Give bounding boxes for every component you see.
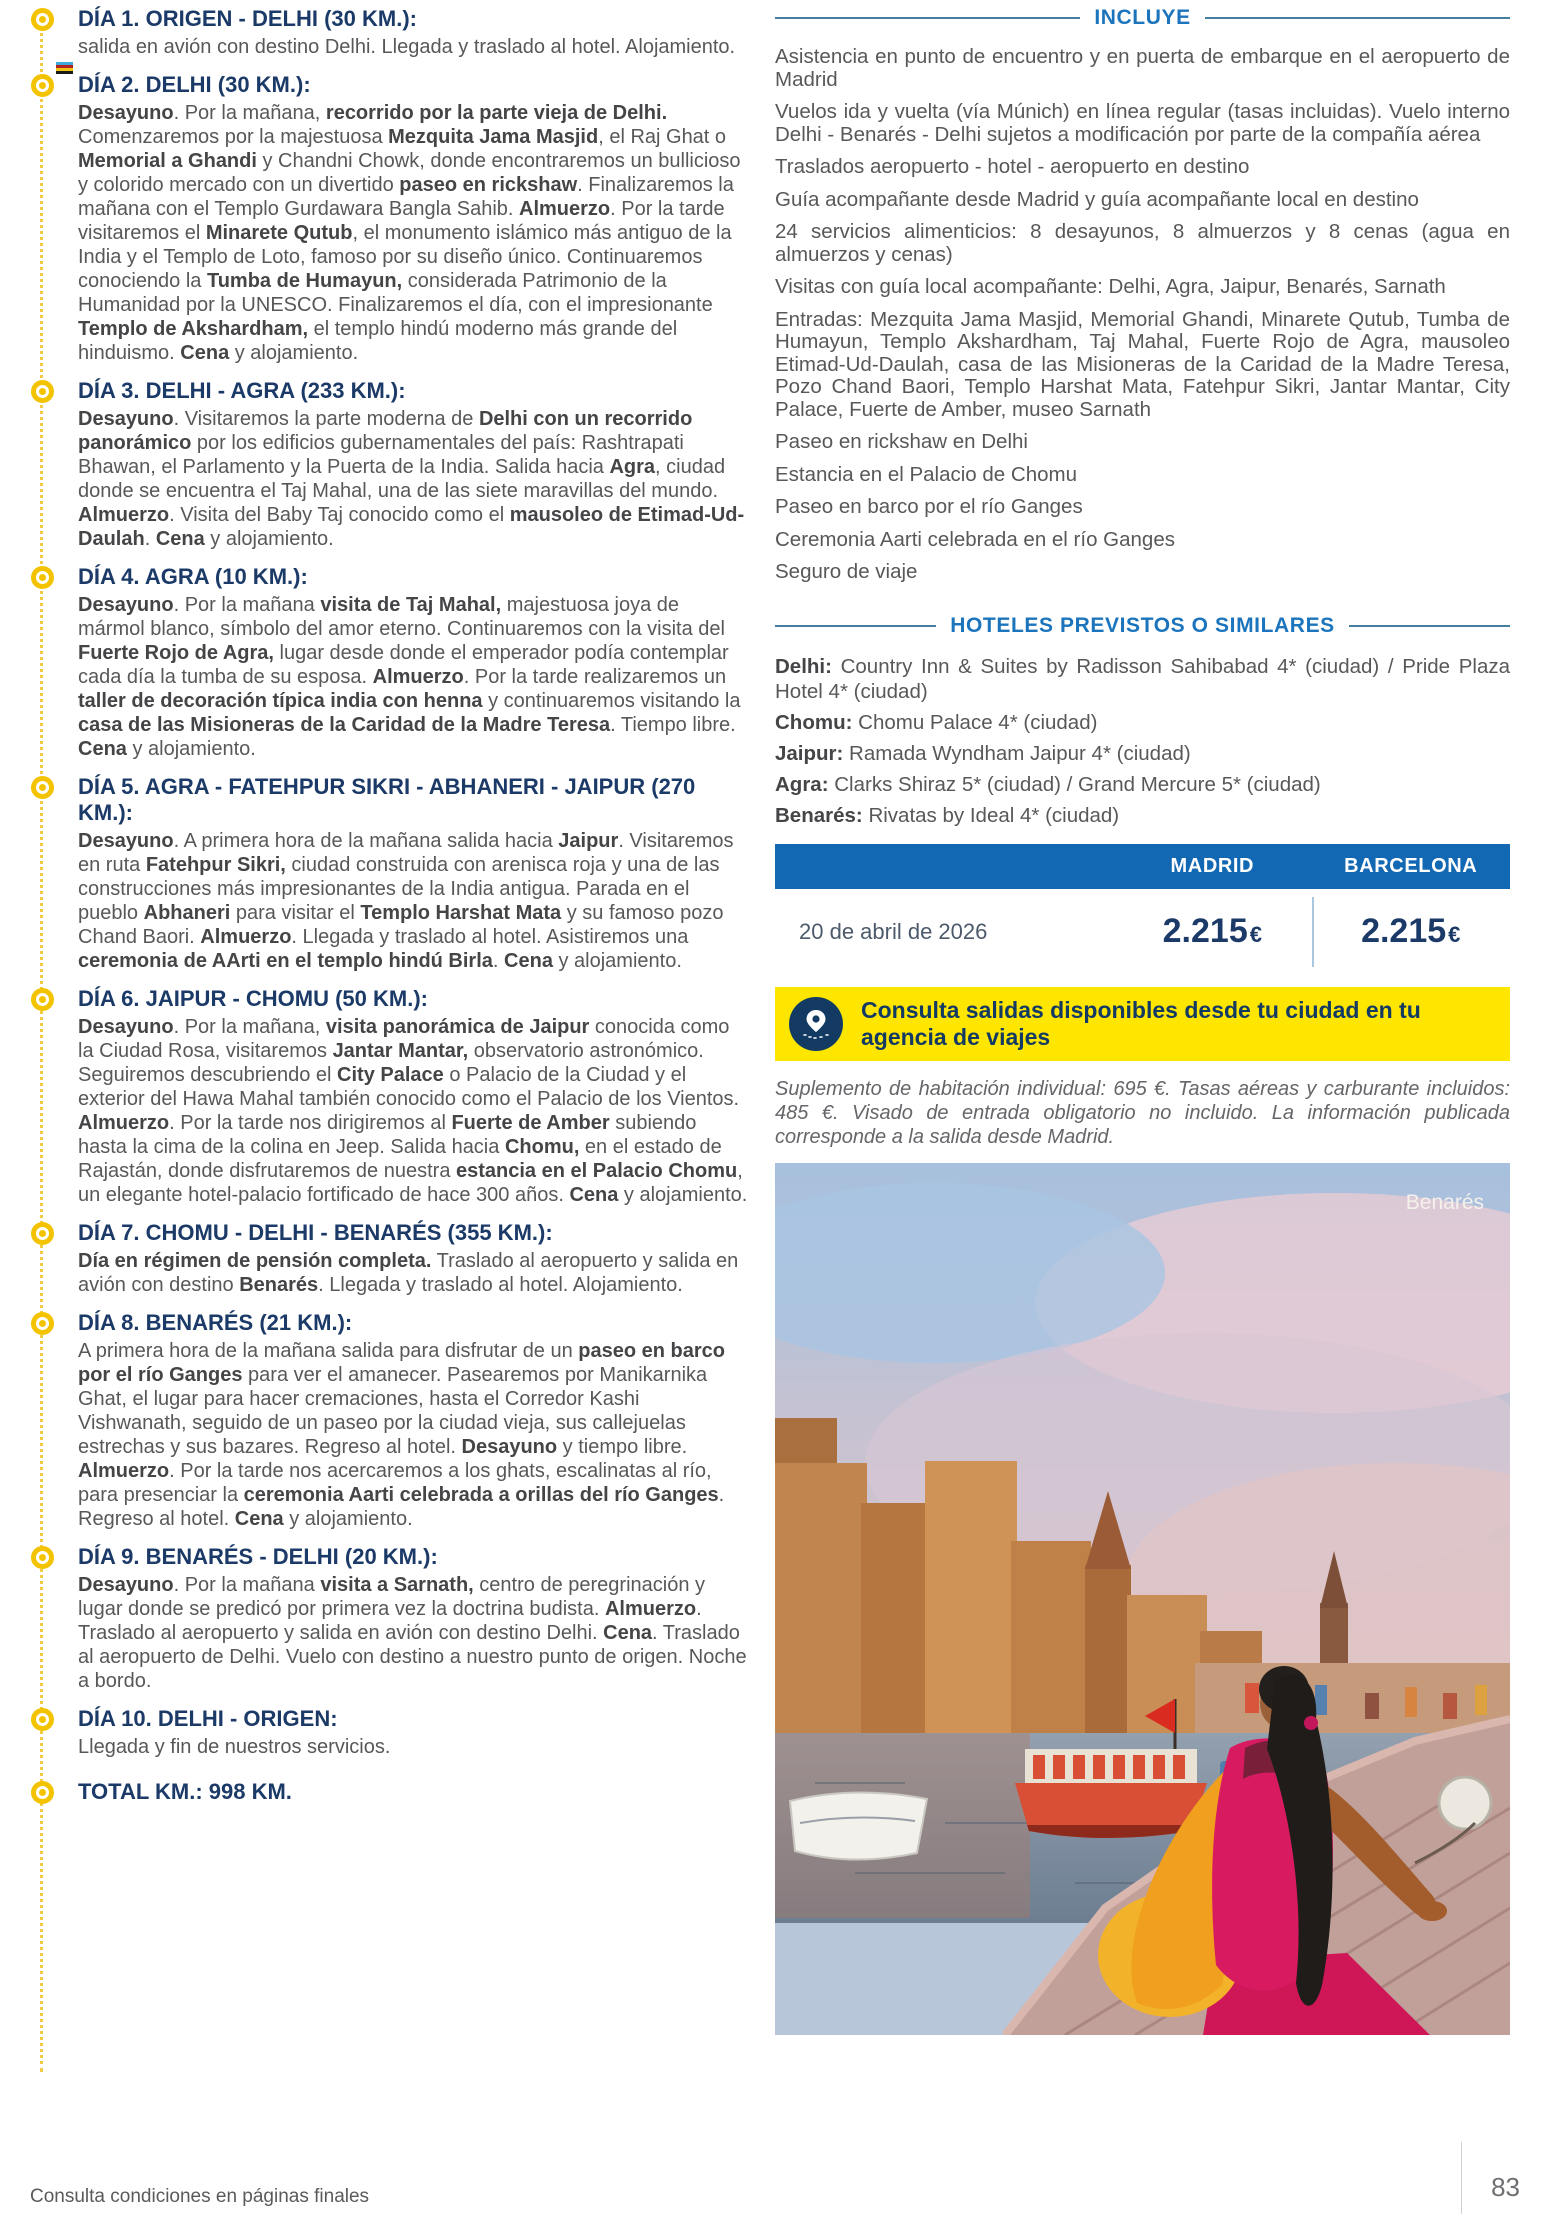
hotel-item: Delhi: Country Inn & Suites by Radisson Sahibabad 4* (ciudad) / Pride Plaza Hotel 4* (ciudad) (775, 654, 1510, 703)
itinerary-column (30, 6, 750, 1818)
incluye-header (775, 6, 1510, 30)
incluye-item: Paseo en rickshaw en Delhi (775, 430, 1028, 453)
day-bullet-icon (31, 1312, 54, 1335)
itinerary-day (78, 378, 750, 551)
day-description: Desayuno. Por la mañana, visita panorámica de Jaipur conocida como la Ciudad Rosa, visitaremos Jantar Mantar, observatorio astronómico. Seguiremos descubriendo el City Palace o Palacio de la Ciudad y el exterior del Hawa Mahal también conocido como el Palacio de los Vientos. Almuerzo. Por la tarde nos dirigiremos al Fuerte de Amber subiendo hasta la cima de la colina en Jeep. Salida hacia Chomu, en el estado de Rajastán, donde disfrutaremos de nuestra estancia en el Palacio Chomu, un elegante hotel-palacio fortificado de hace 300 años. Cena y alojamiento. (78, 1016, 748, 1206)
day-title: DÍA 9. BENARÉS - DELHI (20 KM.): (78, 1544, 438, 1569)
day-bullet-icon (31, 776, 54, 799)
hotel-item: Agra: Clarks Shiraz 5* (ciudad) / Grand Mercure 5* (ciudad) (775, 772, 1321, 796)
fine-print: Suplemento de habitación individual: 695 €. Tasas aéreas y carburante incluidos: 485 €. Visado de entrada obligatorio no incluido. La información publicada corresponde a la salida desde Madrid. (775, 1077, 1510, 1148)
day-title: DÍA 3. DELHI - AGRA (233 KM.): (78, 378, 406, 403)
hotel-item: Jaipur: Ramada Wyndham Jaipur 4* (ciudad) (775, 741, 1191, 765)
itinerary-day (78, 986, 750, 1207)
day-description: Llegada y fin de nuestros servicios. (78, 1736, 391, 1758)
day-title: DÍA 4. AGRA (10 KM.): (78, 564, 308, 589)
day-description: Desayuno. Por la mañana visita a Sarnath, centro de peregrinación y lugar donde se predicó por primera vez la doctrina budista. Almuerzo. Traslado al aeropuerto y salida en avión con destino Delhi. Cena. Traslado al aeropuerto de Delhi. Vuelo con destino a nuestro punto de origen. Noche a bordo. (78, 1574, 747, 1692)
total-bullet-icon (31, 1781, 54, 1804)
currency-symbol: € (1249, 922, 1262, 947)
day-bullet-icon (31, 8, 54, 31)
photo-caption: Benarés (1405, 1190, 1484, 1214)
itinerary-total (78, 1779, 750, 1805)
hoteles-list (775, 654, 1510, 828)
incluye-list (775, 46, 1510, 584)
day-title: DÍA 10. DELHI - ORIGEN: (78, 1706, 338, 1731)
city-departures-banner (775, 987, 1510, 1061)
day-description: Desayuno. Por la mañana visita de Taj Mahal, majestuosa joya de mármol blanco, símbolo del amor eterno. Continuaremos con la visita del Fuerte Rojo de Agra, lugar desde donde el emperador podía contemplar cada día la tumba de su esposa. Almuerzo. Por la tarde realizaremos un taller de decoración típica india con henna y continuaremos visitando la casa de las Misioneras de la Caridad de la Madre Teresa. Tiempo libre. Cena y alojamiento. (78, 594, 741, 760)
header-rule-right (1349, 625, 1510, 627)
price-column-madrid: MADRID (1170, 854, 1255, 877)
incluye-item: Paseo en barco por el río Ganges (775, 495, 1083, 518)
day-bullet-icon (31, 1546, 54, 1569)
total-km-label: TOTAL KM.: 998 KM. (78, 1779, 292, 1804)
incluye-item: Entradas: Mezquita Jama Masjid, Memorial Ghandi, Minarete Qutub, Tumba de Humayun, Templo Akshardham, Taj Mahal, Fuerte Rojo de Agra, mausoleo Etimad-Ud-Daulah, casa de las Misioneras de la Caridad de la Madre Teresa, Pozo Chand Baori, Templo Harshat Mata, Fatehpur Sikri, Jantar Mantar, City Palace, Fuerte de Amber, museo Sarnath (775, 307, 1510, 421)
day-bullet-icon (31, 566, 54, 589)
hotel-item: Benarés: Rivatas by Ideal 4* (ciudad) (775, 803, 1120, 827)
hotel-item: Chomu: Chomu Palace 4* (ciudad) (775, 710, 1098, 734)
day-title: DÍA 2. DELHI (30 KM.): (78, 72, 311, 97)
price-table-header (775, 844, 1510, 889)
day-bullet-icon (31, 380, 54, 403)
incluye-header-label: INCLUYE (1094, 6, 1191, 29)
itinerary-day (78, 774, 750, 973)
footer-note: Consulta condiciones en páginas finales (30, 2186, 370, 2207)
header-rule-left (775, 625, 936, 627)
incluye-item: Traslados aeropuerto - hotel - aeropuerto en destino (775, 155, 1250, 178)
day-title: DÍA 1. ORIGEN - DELHI (30 KM.): (78, 6, 417, 31)
price-column-barcelona: BARCELONA (1344, 854, 1478, 877)
hoteles-header-label: HOTELES PREVISTOS O SIMILARES (950, 613, 1335, 637)
day-bullet-icon (31, 988, 54, 1011)
benares-photo (775, 1163, 1510, 2035)
incluye-item: Seguro de viaje (775, 560, 918, 583)
banner-text: Consulta salidas disponibles desde tu ciudad en tu agencia de viajes (861, 996, 1421, 1050)
incluye-item: Ceremonia Aarti celebrada en el río Ganges (775, 527, 1175, 551)
day-description: Desayuno. A primera hora de la mañana salida hacia Jaipur. Visitaremos en ruta Fatehpur Sikri, ciudad construida con arenisca roja y una de las construcciones más impresionantes de la India antigua. Parada en el pueblo Abhaneri para visitar el Templo Harshat Mata y su famoso pozo Chand Baori. Almuerzo. Llegada y traslado al hotel. Asistiremos una ceremonia de AArti en el templo hindú Birla. Cena y alojamiento. (78, 830, 734, 972)
price-barcelona-value: 2.215 (1361, 912, 1447, 950)
day-bullet-icon (31, 1708, 54, 1731)
itinerary-day (78, 1544, 750, 1693)
page-number: 83 (1491, 2172, 1520, 2202)
itinerary-day (78, 1220, 750, 1297)
itinerary-day (78, 72, 750, 365)
itinerary-days (78, 6, 750, 1759)
incluye-item: Visitas con guía local acompañante: Delhi, Agra, Jaipur, Benarés, Sarnath (775, 275, 1446, 298)
day-description: Desayuno. Por la mañana, recorrido por la parte vieja de Delhi. Comenzaremos por la majestuosa Mezquita Jama Masjid, el Raj Ghat o Memorial a Ghandi y Chandni Chowk, donde encontraremos un bullicioso y colorido mercado con un divertido paseo en rickshaw. Finalizaremos la mañana con el Templo Gurdawara Bangla Sahib. Almuerzo. Por la tarde visitaremos el Minarete Qutub, el monumento islámico más antiguo de la India y el Templo de Loto, famoso por su diseño único. Continuaremos conociendo la Tumba de Humayun, considerada Patrimonio de la Humanidad por la UNESCO. Finalizaremos el día, con el impresionante Templo de Akshardham, el templo hindú moderno más grande del hinduismo. Cena y alojamiento. (78, 102, 741, 364)
day-description: A primera hora de la mañana salida para disfrutar de un paseo en barco por el río Ganges para ver el amanecer. Pasearemos por Manikarnika Ghat, el lugar para hacer cremaciones, hasta el Corredor Kashi Vishwanath, seguido de un paseo por la ciudad vieja, sus callejuelas estrechas y sus bazares. Regreso al hotel. Desayuno y tiempo libre. Almuerzo. Por la tarde nos acercaremos a los ghats, escalinatas al río, para presenciar la ceremonia Aarti celebrada a orillas del río Ganges. Regreso al hotel. Cena y alojamiento. (78, 1340, 726, 1530)
benares-photo-illustration (775, 1163, 1510, 2035)
day-description: Desayuno. Visitaremos la parte moderna de Delhi con un recorrido panorámico por los edificios gubernamentales del país: Rashtrapati Bhawan, el Parlamento y la Puerta de la India. Salida hacia Agra, ciudad donde se encuentra el Taj Mahal, una de las siete maravillas del mundo. Almuerzo. Visita del Baby Taj conocido como el mausoleo de Etimad-Ud-Daulah. Cena y alojamiento. (78, 408, 745, 550)
hoteles-header (775, 614, 1510, 638)
day-bullet-icon (31, 1222, 54, 1245)
day-description: Día en régimen de pensión completa. Traslado al aeropuerto y salida en avión con destino Benarés. Llegada y traslado al hotel. Alojamiento. (78, 1250, 739, 1296)
day-title: DÍA 5. AGRA - FATEHPUR SIKRI - ABHANERI - JAIPUR (270 KM.): (78, 774, 696, 825)
price-table (775, 844, 1510, 975)
day-title: DÍA 7. CHOMU - DELHI - BENARÉS (355 KM.): (78, 1220, 553, 1245)
map-pin-icon (789, 997, 843, 1051)
day-title: DÍA 6. JAIPUR - CHOMU (50 KM.): (78, 986, 428, 1011)
itinerary-day (78, 564, 750, 761)
incluye-item: Guía acompañante desde Madrid y guía acompañante local en destino (775, 187, 1419, 211)
incluye-item: 24 servicios alimenticios: 8 desayunos, 8 almuerzos y 8 cenas (agua en almuerzos y cenas) (775, 220, 1510, 266)
price-table-header-spacer (775, 844, 1113, 889)
itinerary-day (78, 6, 750, 59)
incluye-item: Vuelos ida y vuelta (vía Múnich) en línea regular (tasas incluidas). Vuelo interno Delhi - Benarés - Delhi sujetos a modificación por parte de la compañía aérea (775, 100, 1510, 146)
incluye-item: Asistencia en punto de encuentro y en puerta de embarque en el aeropuerto de Madrid (775, 45, 1510, 91)
header-rule-right (1205, 17, 1510, 19)
incluye-item: Estancia en el Palacio de Chomu (775, 462, 1077, 486)
price-madrid (1113, 912, 1311, 951)
details-column (775, 0, 1510, 2035)
itinerary-day (78, 1310, 750, 1531)
departure-date: 20 de abril de 2026 (799, 918, 988, 944)
price-column-divider (1312, 897, 1314, 967)
page-number-divider (1461, 2142, 1462, 2214)
origin-marker-icon (56, 62, 73, 74)
day-bullet-icon (31, 74, 54, 97)
day-title: DÍA 8. BENARÉS (21 KM.): (78, 1310, 353, 1335)
itinerary-day (78, 1706, 750, 1759)
header-rule-left (775, 17, 1080, 19)
currency-symbol: € (1448, 922, 1461, 947)
price-barcelona (1312, 912, 1510, 951)
day-description: salida en avión con destino Delhi. Llegada y traslado al hotel. Alojamiento. (78, 36, 736, 58)
price-madrid-value: 2.215 (1162, 912, 1248, 950)
itinerary-dotted-line (40, 20, 43, 2072)
price-table-row (775, 889, 1510, 975)
